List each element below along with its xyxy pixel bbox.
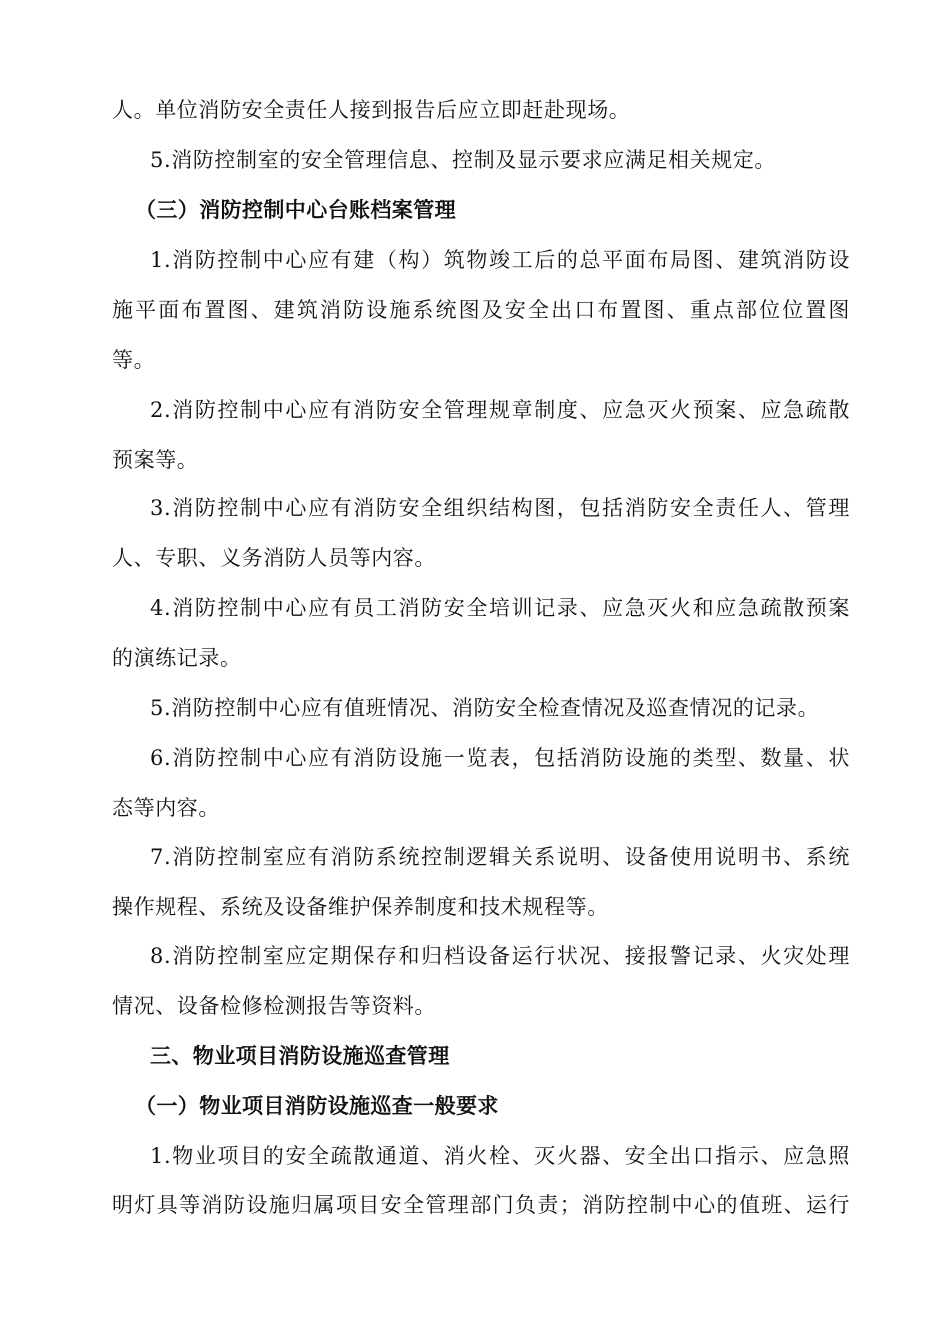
paragraph-line: 人、专职、义务消防人员等内容。 xyxy=(112,546,436,570)
paragraph-line: 预案等。 xyxy=(112,448,199,472)
paragraph-line: 5.消防控制室的安全管理信息、控制及显示要求应满足相关规定。 xyxy=(150,148,777,172)
paragraph-line: 1.物业项目的安全疏散通道、消火栓、灭火器、安全出口指示、应急照 xyxy=(150,1144,850,1168)
paragraph-line: 6.消防控制中心应有消防设施一览表，包括消防设施的类型、数量、状 xyxy=(150,746,850,770)
paragraph-line: 情况、设备检修检测报告等资料。 xyxy=(112,994,436,1018)
paragraph-line: 2.消防控制中心应有消防安全管理规章制度、应急灭火预案、应急疏散 xyxy=(150,398,850,422)
paragraph-line: 明灯具等消防设施归属项目安全管理部门负责；消防控制中心的值班、运行 xyxy=(112,1193,850,1217)
paragraph-line: 等。 xyxy=(112,348,156,372)
paragraph-line: 5.消防控制中心应有值班情况、消防安全检查情况及巡查情况的记录。 xyxy=(150,696,820,720)
chapter-heading: 三、物业项目消防设施巡查管理 xyxy=(150,1044,450,1068)
paragraph-line: 7.消防控制室应有消防系统控制逻辑关系说明、设备使用说明书、系统 xyxy=(150,845,850,869)
paragraph-line: 8.消防控制室应定期保存和归档设备运行状况、接报警记录、火灾处理 xyxy=(150,944,850,968)
paragraph-line: 3.消防控制中心应有消防安全组织结构图，包括消防安全责任人、管理 xyxy=(150,496,850,520)
paragraph-line: 的演练记录。 xyxy=(112,646,242,670)
paragraph-line: 1.消防控制中心应有建（构）筑物竣工后的总平面布局图、建筑消防设 xyxy=(150,248,850,272)
section-heading: （一）物业项目消防设施巡查一般要求 xyxy=(135,1094,499,1118)
paragraph-line: 4.消防控制中心应有员工消防安全培训记录、应急灭火和应急疏散预案 xyxy=(150,596,850,620)
paragraph-line: 态等内容。 xyxy=(112,796,220,820)
paragraph-line: 人。单位消防安全责任人接到报告后应立即赶赴现场。 xyxy=(112,98,631,122)
paragraph-line: 操作规程、系统及设备维护保养制度和技术规程等。 xyxy=(112,895,609,919)
paragraph-line: 施平面布置图、建筑消防设施系统图及安全出口布置图、重点部位位置图 xyxy=(112,298,850,322)
section-heading: （三）消防控制中心台账档案管理 xyxy=(135,198,456,222)
